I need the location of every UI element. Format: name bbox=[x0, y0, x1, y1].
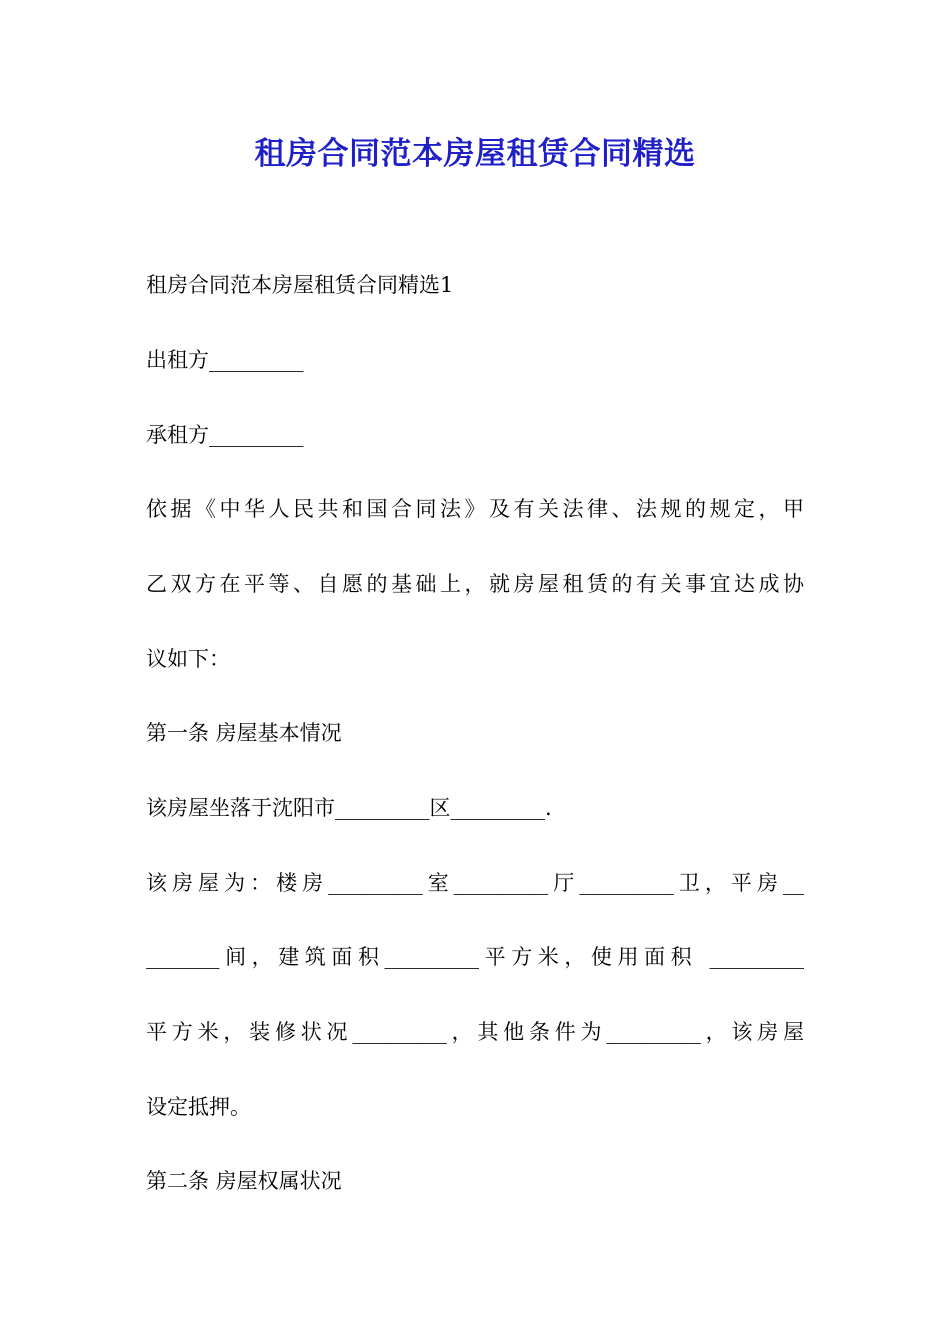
paragraph-line: 依据《中华人民共和国合同法》及有关法律、法规的规定，甲 bbox=[146, 497, 804, 521]
paragraph-line: 该房屋为：楼房_________室_________厅_________卫，平房__ bbox=[146, 871, 804, 895]
lessor-field: 出租方_________ bbox=[146, 348, 304, 372]
article-heading: 第一条 房屋基本情况 bbox=[146, 721, 342, 745]
paragraph-line: 平方米，装修状况_________，其他条件为_________，该房屋 bbox=[146, 1020, 804, 1044]
paragraph-line: 议如下： bbox=[146, 647, 230, 671]
section-heading: 租房合同范本房屋租赁合同精选1 bbox=[146, 273, 454, 297]
paragraph-line: 乙双方在平等、自愿的基础上，就房屋租赁的有关事宜达成协 bbox=[146, 572, 804, 596]
document-title: 租房合同范本房屋租赁合同精选 bbox=[254, 136, 696, 172]
article-heading: 第二条 房屋权属状况 bbox=[146, 1169, 342, 1193]
lessee-field: 承租方_________ bbox=[146, 423, 304, 447]
paragraph-line: 该房屋坐落于沈阳市_________区_________. bbox=[146, 796, 552, 820]
paragraph-line: 设定抵押。 bbox=[146, 1095, 251, 1119]
paragraph-line: _______间，建筑面积_________平方米，使用面积 _________ bbox=[146, 945, 804, 969]
